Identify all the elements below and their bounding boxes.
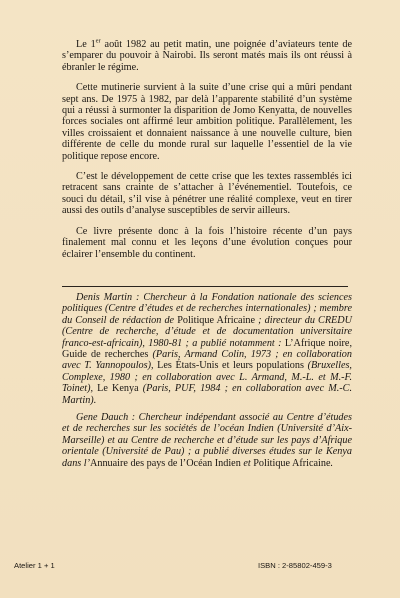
summary-paragraph-4: Ce livre présente donc à la fois l’histoire récente d’un pays finalement mal connu et les leçons d’une évolution conçues pour éclairer l’ensemble du continent. xyxy=(62,225,352,260)
bio-dauch-part-c: et xyxy=(240,457,254,469)
author-bio-martin xyxy=(62,292,352,406)
summary-text xyxy=(62,39,352,269)
summary-paragraph-3: C’est le développement de cette crise que les textes rassemblés ici retracent sans crainte de s’attacher à l’événementiel. Toutefois, ce souci du détail, s’il vise à pénétrer une réalité complexe, veut en tirer aussi des outils d’analyse susceptibles de servir ailleurs. xyxy=(62,171,352,217)
publisher-imprint: Atelier 1 + 1 xyxy=(14,561,55,570)
summary-p1-start: Le 1 xyxy=(76,39,96,50)
bio-martin-part-c: ; directeur du CREDU (Centre de recherche, d’étude et de documentation universitaire franco-est-africain), 1980-81 ; a publié notamment : xyxy=(62,314,352,349)
summary-paragraph-1 xyxy=(62,39,352,73)
bio-martin-journal: Politique Africaine xyxy=(177,314,256,326)
bio-martin-part-a: Denis Martin : Chercheur à la Fondation nationale des sciences politiques (Centre d’études et de recherches internationales) ; membre du Conseil de rédaction de xyxy=(62,292,352,326)
bio-dauch-part-a: Gene Dauch : Chercheur indépendant associé au Centre d’études et de recherches sur les sociétés de l’océan Indien (Université d’Aix-Marseille) et au Centre de recherche et d’étude sur les pays d’Afrique orientale (Université de Pau) ; a publié diverses études sur le Kenya dans l’ xyxy=(62,412,352,469)
author-bio-dauch xyxy=(62,412,352,469)
bio-martin-book-2: Les États-Unis et leurs populations xyxy=(157,360,304,372)
summary-p1-end: août 1982 au petit matin, une poignée d’aviateurs tente de s’emparer du pouvoir à Nairobi. Ils seront matés mais ils ont réussi à ébranler le régime. xyxy=(62,39,352,73)
bio-dauch-annuaire: Annuaire des pays de l’Océan Indien xyxy=(90,457,241,469)
bio-martin-book-1: L’Afrique noire, Guide de recherches xyxy=(62,337,353,361)
bio-martin-part-i: (Paris, PUF, 1984 ; en collaboration avec M.-C. Martin). xyxy=(62,383,352,406)
summary-paragraph-2: Cette mutinerie survient à la suite d’une crise qui a mûri pendant sept ans. De 1975 à 1982, par delà l’apparente stabilité d’un système qui a réussi à surmonter la disparition de Jomo Kenyatta, de nouvelles forces sociales ont affirmé leur ambition politique. Parallèlement, les villes croissaient et donnaient naissance à une nouvelle culture, bien différente de celle du monde rural sur laquelle l’essentiel de la vie politique repose encore. xyxy=(62,82,352,162)
bio-martin-part-g: (Bruxelles, Complexe, 1980 ; en collaboration avec L. Armand, M.-L. et M.-F. Toinet), xyxy=(62,360,352,395)
bio-martin-part-e: (Paris, Armand Colin, 1973 ; en collaboration avec T. Yannopoulos), xyxy=(62,349,352,372)
summary-p1-sup: er xyxy=(95,37,101,45)
section-divider xyxy=(62,286,348,287)
bio-dauch-part-e: . xyxy=(330,457,334,469)
bio-martin-book-3: Le Kenya xyxy=(97,383,139,395)
bio-dauch-journal: Politique Africaine xyxy=(253,457,331,469)
isbn: ISBN : 2-85802-459-3 xyxy=(258,561,332,570)
